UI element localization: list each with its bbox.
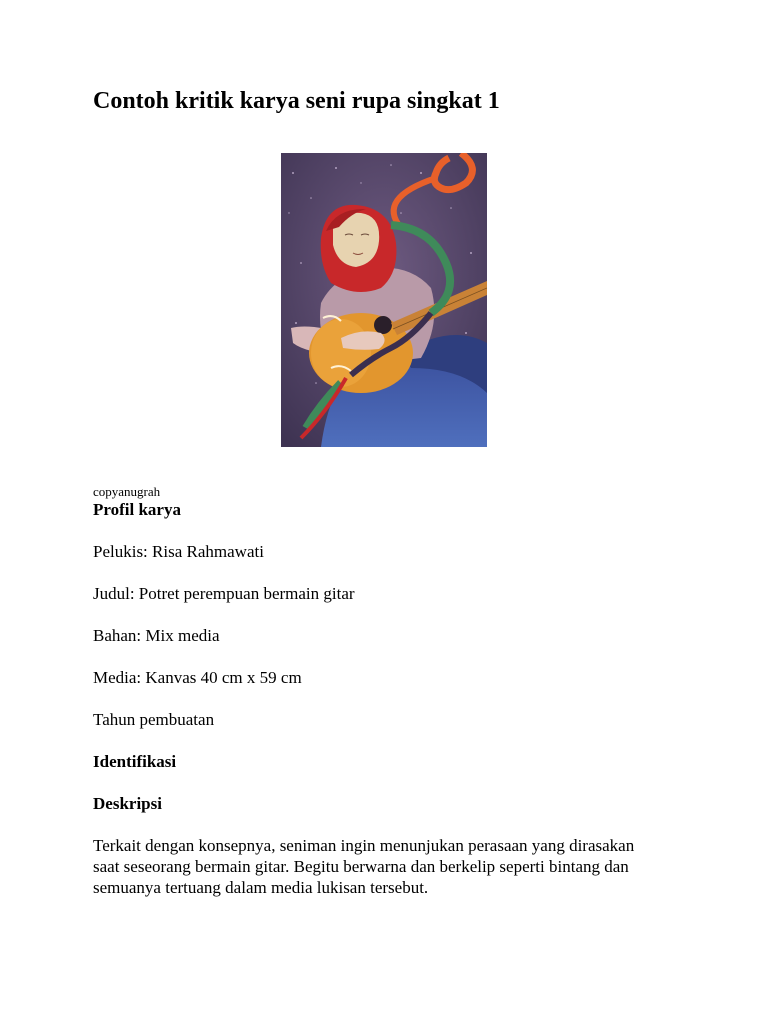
field-material: Bahan: Mix media: [93, 626, 220, 645]
description-heading: Deskripsi: [93, 794, 162, 813]
image-caption: copyanugrah: [93, 484, 161, 499]
painting-image: [281, 153, 487, 447]
field-year: Tahun pembuatan: [93, 710, 215, 729]
field-media: Media: Kanvas 40 cm x 59 cm: [93, 668, 302, 687]
description-paragraph: Terkait dengan konsepnya, seniman ingin menunjukan perasaan yang dirasakan saat seseorang bermain gitar. Begitu berwarna dan berkelip seperti bintang dan semuanya tertuang dalam media lukisan tersebut.: [93, 836, 635, 897]
field-painter: Pelukis: Risa Rahmawati: [93, 542, 264, 561]
profile-heading: Profil karya: [93, 500, 181, 519]
field-title: Judul: Potret perempuan bermain gitar: [93, 584, 355, 603]
identification-heading: Identifikasi: [93, 752, 177, 771]
document-title: Contoh kritik karya seni rupa singkat 1: [93, 88, 500, 114]
